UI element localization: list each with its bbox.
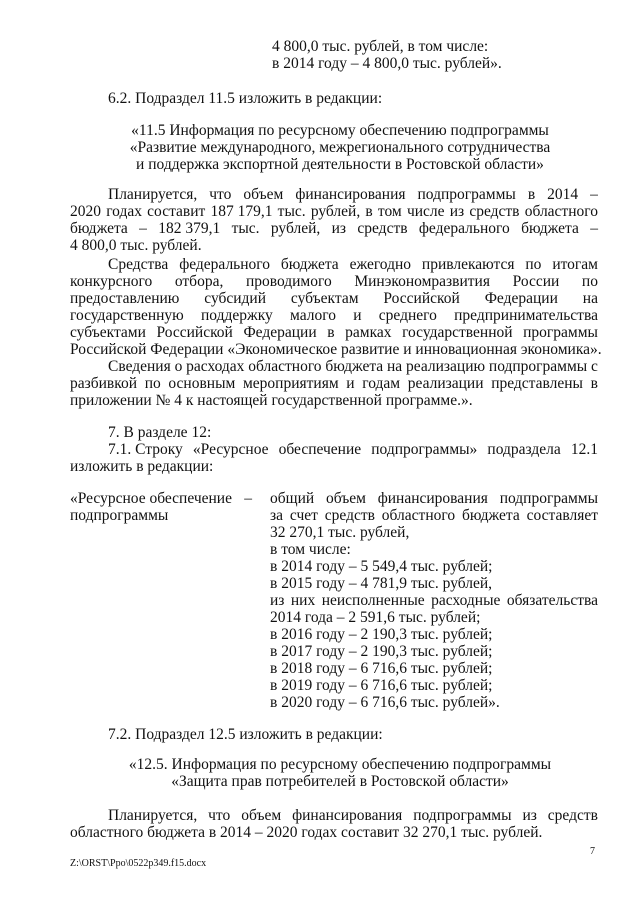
- word: счет: [289, 507, 318, 524]
- text-line: 4 800,0 тыс. рублей.: [70, 237, 202, 254]
- table-right-cell: в 2014 году – 5 549,4 тыс. рублей;: [270, 558, 493, 575]
- word: основным: [168, 375, 236, 392]
- table-right-cell: в 2016 году – 2 190,3 тыс. рублей;: [270, 626, 493, 643]
- justified-line: [108, 441, 598, 458]
- table-right-cell: 2014 года – 2 591,6 тыс. рублей;: [270, 609, 481, 626]
- word: по: [581, 273, 598, 290]
- word: из: [331, 220, 347, 237]
- word: бюджета: [461, 507, 520, 524]
- word: Планируется,: [108, 807, 198, 824]
- word: средств: [469, 203, 520, 220]
- list-item: 7.2. Подраздел 12.5 изложить в редакции:: [108, 726, 383, 743]
- word: объем: [243, 186, 284, 203]
- table-left-cell: [70, 490, 252, 507]
- word: областного: [248, 358, 322, 375]
- table-right-cell: [270, 592, 598, 609]
- word: бюджета: [325, 358, 384, 375]
- word: годах: [106, 203, 142, 220]
- word: из: [522, 807, 537, 824]
- justified-line: [70, 324, 598, 341]
- word: по: [144, 375, 161, 392]
- table-right-cell: 32 270,1 тыс. рублей,: [270, 524, 410, 541]
- word: 12.1: [570, 441, 598, 458]
- word: конкурсного: [70, 273, 153, 290]
- word: реализацию: [406, 358, 486, 375]
- table-right-cell: [270, 490, 598, 507]
- justified-line: [70, 203, 598, 220]
- word: за: [270, 507, 284, 524]
- word: подпрограммы: [488, 358, 588, 375]
- word: привлекаются: [421, 256, 515, 273]
- word: Российской: [383, 290, 460, 307]
- word: областного: [524, 203, 598, 220]
- word: малого: [290, 307, 336, 324]
- word: федерального: [179, 256, 271, 273]
- word: государственной: [402, 324, 513, 341]
- word: расходные: [431, 592, 501, 609]
- text-line: Российской Федерации «Экономическое развитие и инновационная экономика».: [70, 341, 602, 358]
- word: –: [590, 220, 598, 237]
- word: и: [346, 375, 355, 392]
- word: рублей,: [310, 203, 361, 220]
- word: –: [244, 490, 252, 507]
- word: числе: [406, 203, 445, 220]
- word: итогам: [552, 256, 598, 273]
- justified-line: [108, 256, 598, 273]
- word: неисполненные: [321, 592, 425, 609]
- word: обязательства: [506, 592, 598, 609]
- word: рамках: [345, 324, 392, 341]
- word: субъектам: [290, 290, 359, 307]
- word: Средства: [108, 256, 169, 273]
- page-number: 7: [590, 846, 595, 857]
- word: ежегодно: [349, 256, 412, 273]
- word: в: [365, 203, 373, 220]
- word: Федерации: [484, 290, 558, 307]
- word: подпрограммы: [417, 186, 516, 203]
- word: средств: [547, 807, 598, 824]
- table-right-cell: в том числе:: [270, 541, 351, 558]
- word: бюджета: [70, 220, 128, 237]
- word: что: [208, 807, 231, 824]
- word: субъектами: [70, 324, 146, 341]
- word: в: [327, 324, 335, 341]
- word: на: [582, 290, 598, 307]
- table-right-cell: в 2015 году – 4 781,9 тыс. рублей,: [270, 575, 493, 592]
- word: среднего: [378, 307, 437, 324]
- word: 187 179,1: [210, 203, 273, 220]
- word: отбора,: [174, 273, 224, 290]
- text-line: приложении № 4 к настоящей государственной программе.».: [70, 392, 473, 409]
- word: проводимого: [245, 273, 332, 290]
- word: рублей,: [270, 220, 321, 237]
- word: подпрограммы»: [371, 441, 478, 458]
- word: 2014: [547, 186, 579, 203]
- word: в: [527, 186, 536, 203]
- word: объем: [241, 807, 282, 824]
- list-item: 6.2. Подраздел 11.5 изложить в редакции:: [108, 90, 383, 107]
- word: субсидий: [204, 290, 267, 307]
- word: Федерации: [243, 324, 317, 341]
- word: бюджета: [521, 220, 579, 237]
- word: Сведения: [108, 358, 171, 375]
- word: и: [353, 307, 362, 324]
- text-line: в 2014 году – 4 800,0 тыс. рублей».: [272, 55, 502, 72]
- word: объем: [325, 490, 366, 507]
- word: –: [139, 220, 147, 237]
- word: составляет: [526, 507, 598, 524]
- word: из: [270, 592, 285, 609]
- word: что: [209, 186, 232, 203]
- word: на: [387, 358, 403, 375]
- justified-line: [70, 290, 598, 307]
- justified-line: [70, 220, 598, 237]
- section-heading: «11.5 Информация по ресурсному обеспечению подпрограммы: [131, 122, 549, 139]
- word: 182 379,1: [158, 220, 221, 237]
- text-line: областного бюджета в 2014 – 2020 годах составит 32 270,1 тыс. рублей.: [70, 824, 543, 841]
- section-heading: «12.5. Информация по ресурсному обеспечению подпрограммы: [128, 756, 552, 773]
- justified-line: [70, 375, 598, 392]
- word: разбивкой: [70, 375, 138, 392]
- word: по: [525, 256, 542, 273]
- section-heading: и поддержка экспортной деятельности в Ростовской области»: [136, 156, 544, 173]
- word: из: [449, 203, 465, 220]
- word: 2020: [70, 203, 101, 220]
- word: тыс.: [277, 203, 306, 220]
- word: подраздела: [487, 441, 561, 458]
- table-right-cell: в 2017 году – 2 190,3 тыс. рублей;: [270, 643, 493, 660]
- word: программы: [523, 324, 598, 341]
- text-line: изложить в редакции:: [70, 458, 214, 475]
- word: средств: [324, 507, 375, 524]
- word: в: [590, 375, 598, 392]
- word: 7.1. Строку: [108, 441, 183, 458]
- word: средств: [357, 220, 408, 237]
- word: них: [290, 592, 316, 609]
- word: обеспечение: [278, 441, 362, 458]
- word: мероприятиям: [242, 375, 339, 392]
- word: представлены: [491, 375, 583, 392]
- word: расходах: [186, 358, 245, 375]
- word: государственную: [70, 307, 184, 324]
- word: годам: [362, 375, 401, 392]
- word: России: [512, 273, 560, 290]
- word: финансирования: [295, 186, 406, 203]
- word: областного: [381, 507, 456, 524]
- word: составит: [147, 203, 206, 220]
- word: бюджета: [280, 256, 339, 273]
- word: федерального: [418, 220, 510, 237]
- justified-line: [70, 273, 598, 290]
- table-right-cell: в 2020 году – 6 716,6 тыс. рублей».: [270, 694, 500, 711]
- justified-line: [108, 186, 598, 203]
- word: подпрограммы: [499, 490, 598, 507]
- word: тыс.: [231, 220, 260, 237]
- list-item: 7. В разделе 12:: [108, 424, 212, 441]
- table-right-cell: [270, 507, 598, 524]
- word: «Ресурсное: [192, 441, 269, 458]
- word: –: [590, 186, 598, 203]
- table-right-cell: в 2019 году – 6 716,6 тыс. рублей;: [270, 677, 493, 694]
- word: общий: [270, 490, 315, 507]
- word: предпринимательства: [454, 307, 598, 324]
- justified-line: [108, 807, 598, 824]
- footer-file-path: Z:\ORST\Ppo\0522p349.f15.docx: [70, 858, 207, 869]
- word: финансирования: [377, 490, 488, 507]
- word: Российской: [156, 324, 233, 341]
- text-line: 4 800,0 тыс. рублей, в том числе:: [272, 38, 489, 55]
- justified-line: [108, 358, 598, 375]
- word: о: [174, 358, 183, 375]
- word: Планируется,: [108, 186, 198, 203]
- word: том: [377, 203, 402, 220]
- word: реализации: [407, 375, 484, 392]
- word: «Ресурсное обеспечение: [70, 490, 232, 507]
- word: финансирования: [292, 807, 403, 824]
- table-left-cell: подпрограммы: [70, 507, 169, 524]
- word: подпрограммы: [413, 807, 512, 824]
- word: Минэкономразвития: [354, 273, 490, 290]
- word: предоставлению: [70, 290, 180, 307]
- justified-line: [70, 307, 598, 324]
- word: с: [591, 358, 598, 375]
- section-heading: «Развитие международного, межрегионального сотрудничества: [129, 139, 551, 156]
- word: поддержку: [201, 307, 273, 324]
- section-heading: «Защита прав потребителей в Ростовской области»: [171, 773, 509, 790]
- table-right-cell: в 2018 году – 6 716,6 тыс. рублей;: [270, 660, 493, 677]
